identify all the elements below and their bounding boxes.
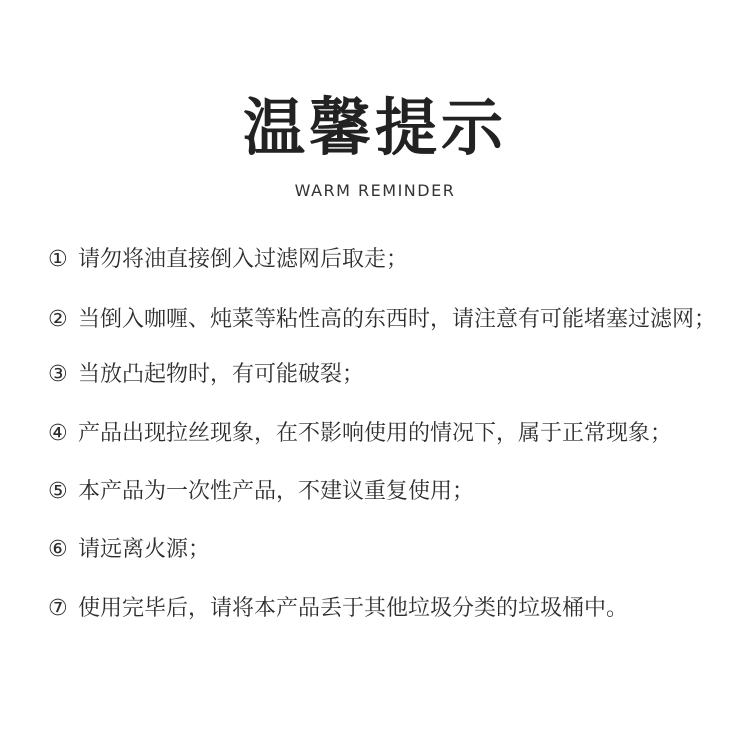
reminder-text: 请勿将油直接倒入过滤网后取走；	[78, 247, 409, 272]
reminder-text: 产品出现拉丝现象，在不影响使用的情况下，属于正常现象；	[78, 421, 673, 446]
reminder-item	[48, 305, 728, 335]
reminder-item	[48, 594, 728, 624]
page-subtitle: WARM REMINDER	[294, 181, 456, 200]
reminder-item	[48, 477, 728, 507]
reminder-item	[48, 419, 728, 449]
reminder-text: 请远离火源；	[78, 537, 211, 562]
reminder-number: ②	[48, 307, 68, 332]
reminder-item	[48, 245, 728, 275]
reminder-text: 当放凸起物时，有可能破裂；	[78, 362, 365, 387]
reminder-text: 当倒入咖喱、炖菜等粘性高的东西时，请注意有可能堵塞过滤网；	[78, 307, 717, 332]
reminder-number: ③	[48, 362, 68, 387]
reminder-number: ⑦	[48, 596, 68, 621]
reminder-item	[48, 535, 728, 565]
page-title: 温馨提示	[242, 91, 507, 164]
reminder-number: ①	[48, 247, 68, 272]
reminder-item	[48, 360, 728, 390]
reminder-text: 使用完毕后，请将本产品丢于其他垃圾分类的垃圾桶中。	[78, 596, 629, 621]
reminder-text: 本产品为一次性产品，不建议重复使用；	[78, 479, 475, 504]
reminder-number: ⑤	[48, 479, 68, 504]
reminder-list	[48, 245, 728, 654]
reminder-number: ⑥	[48, 537, 68, 562]
reminder-number: ④	[48, 421, 68, 446]
